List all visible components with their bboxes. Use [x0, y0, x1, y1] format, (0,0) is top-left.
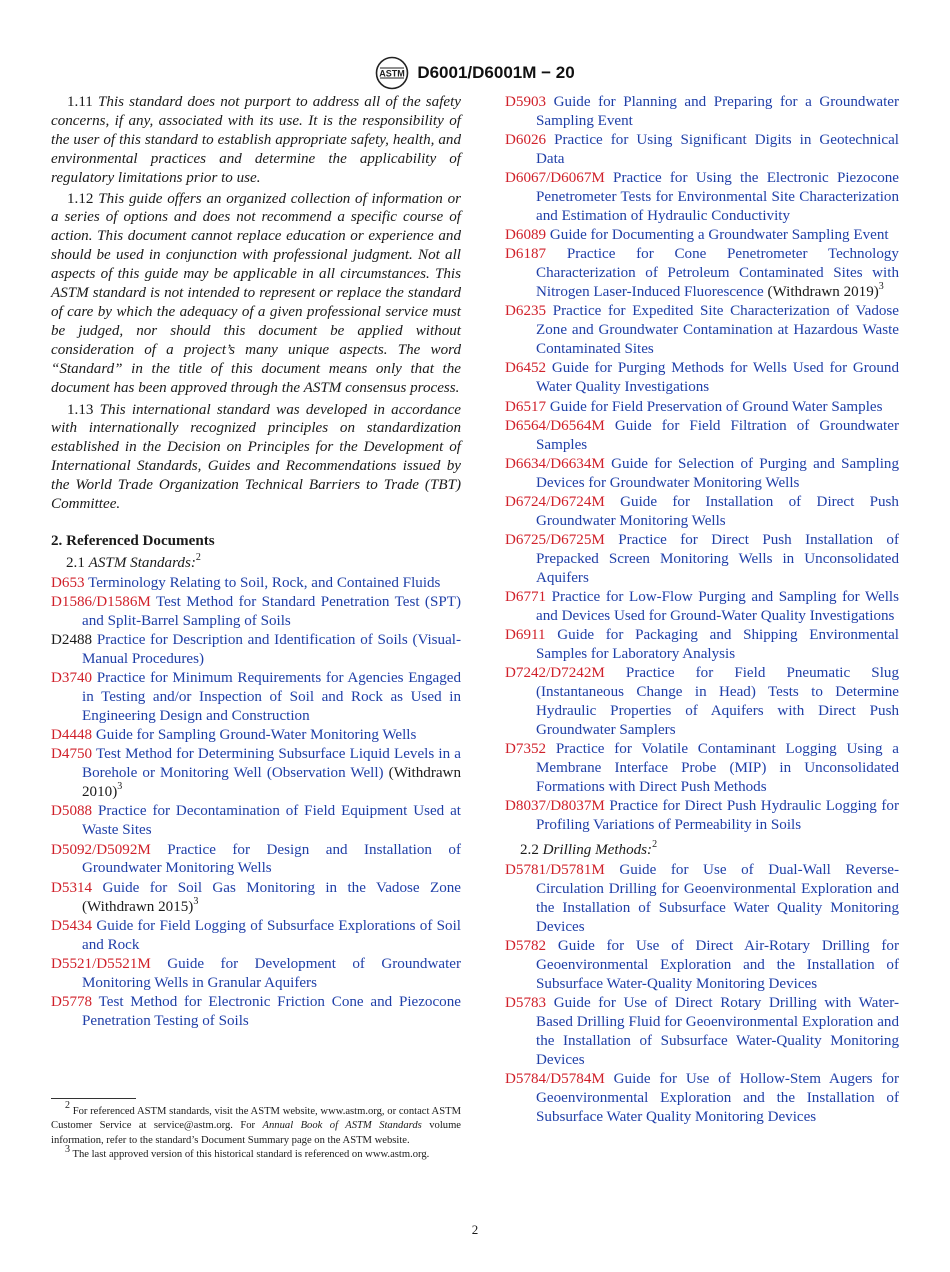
reference-item[interactable]: D6725/D6725M Practice for Direct Push Installation of Prepacked Screen Monitoring Wells in Unconsolidated Aquifers	[505, 532, 899, 586]
page-header	[0, 56, 950, 90]
reference-item[interactable]: D5314 Guide for Soil Gas Monitoring in the Vadose Zone (Withdrawn 2015)$^3$	[51, 879, 461, 915]
reference-item[interactable]: D5782 Guide for Use of Direct Air-Rotary Drilling for Geoenvironmental Exploration and the Installation of Subsurface Water-Quality Monitoring Devices	[505, 937, 899, 992]
reference-list-left	[51, 574, 461, 1031]
document-designation: D6001/D6001M − 20	[417, 63, 575, 82]
reference-list-drilling	[505, 861, 899, 1127]
reference-item[interactable]: D5092/D5092M Practice for Design and Installation of Groundwater Monitoring Wells	[51, 841, 461, 877]
reference-item[interactable]: D6452 Guide for Purging Methods for Wells Used for Ground Water Quality Investigations	[505, 360, 899, 396]
page-number: 2	[471, 1222, 479, 1237]
reference-item[interactable]: D5434 Guide for Field Logging of Subsurface Explorations of Soil and Rock	[51, 917, 461, 953]
reference-item[interactable]: D5088 Practice for Decontamination of Field Equipment Used at Waste Sites	[51, 803, 461, 839]
reference-item[interactable]: D653 Terminology Relating to Soil, Rock, and Contained Fluids	[51, 574, 441, 591]
reference-item[interactable]: D6026 Practice for Using Significant Digits in Geotechnical Data	[505, 132, 899, 168]
reference-item[interactable]: D6235 Practice for Expedited Site Characterization of Vadose Zone and Groundwater Contamination at Hazardous Waste Contaminated Sites	[505, 303, 899, 358]
paragraph-1-12: 1.12 This guide offers an organized collection of information or a series of options and does not recommend a specific course of action. This document cannot replace education or experience and should be used in conjunction with professional judgment. Not all aspects of this guide may be applicable in all circumstances. This ASTM standard is not intended to represent or replace the standard of care by which the adequacy of a given professional service must be judged, nor should this document be applied without consideration of a project’s many unique aspects. The word “Standard” in the title of this document means only that the document has been approved through the ASTM consensus process.	[51, 190, 461, 396]
logo-text: ASTM	[379, 68, 406, 79]
reference-item[interactable]: D6564/D6564M Guide for Field Filtration of Groundwater Samples	[505, 417, 899, 453]
footnote-2: $^2$ For referenced ASTM standards, visit the ASTM website, www.astm.org, or contact ASTM Customer Service at service@astm.org. For Annual Book of ASTM Standards volume information, refer to the standard’s Document Summary page on the ASTM website.	[51, 1100, 462, 1146]
reference-item[interactable]: D7352 Practice for Volatile Contaminant Logging Using a Membrane Interface Probe (MIP) in Unconsolidated Formations with Direct Push Methods	[505, 741, 899, 796]
footnotes	[51, 1100, 462, 1163]
reference-item[interactable]: D8037/D8037M Practice for Direct Push Hydraulic Logging for Profiling Variations of Permeability in Soils	[505, 798, 899, 834]
reference-item[interactable]: D2488 Practice for Description and Identification of Soils (Visual-Manual Procedures)	[51, 632, 461, 667]
reference-item[interactable]: D6634/D6634M Guide for Selection of Purging and Sampling Devices for Groundwater Monitoring Wells	[505, 455, 899, 491]
reference-item[interactable]: D6089 Guide for Documenting a Groundwater Sampling Event	[505, 227, 889, 244]
reference-item[interactable]: D6187 Practice for Cone Penetrometer Technology Characterization of Petroleum Contaminated Sites with Nitrogen Laser-Induced Fluorescence (Withdrawn 2019)$^3$	[505, 246, 899, 301]
reference-item[interactable]: D5783 Guide for Use of Direct Rotary Drilling with Water-Based Drilling Fluid for Geoenvironmental Exploration and the Installation of Subsurface Water-Quality Monitoring Devices	[505, 994, 899, 1068]
reference-item[interactable]: D5784/D5784M Guide for Use of Hollow-Stem Augers for Geoenvironmental Exploration and the Installation of Subsurface Water Quality Monitoring Devices	[505, 1070, 899, 1125]
astm-logo-icon	[375, 56, 409, 90]
reference-item[interactable]: D7242/D7242M Practice for Field Pneumatic Slug (Instantaneous Change in Head) Tests to Determine Hydraulic Properties of Aquifers with Direct Push Groundwater Samplers	[505, 665, 899, 739]
section-title-referenced-documents: 2. Referenced Documents	[51, 532, 215, 549]
subsection-2-1: 2.1 ASTM Standards:$^2$	[66, 551, 201, 571]
reference-item[interactable]: D4750 Test Method for Determining Subsurface Liquid Levels in a Borehole or Monitoring Well (Observation Well) (Withdrawn 2010)$^3$	[51, 746, 461, 801]
reference-item[interactable]: D6771 Practice for Low-Flow Purging and Sampling for Wells and Devices Used for Ground-Water Quality Investigations	[505, 589, 899, 625]
paragraph-1-11: 1.11 This standard does not purport to address all of the safety concerns, if any, associated with its use. It is the responsibility of the user of this standard to establish appropriate safety, health, and environmental practices and determine the applicability of regulatory limitations prior to use.	[51, 94, 461, 186]
reference-item[interactable]: D5778 Test Method for Electronic Friction Cone and Piezocone Penetration Testing of Soils	[51, 993, 461, 1029]
left-column	[51, 93, 461, 1031]
reference-list-right	[505, 93, 899, 835]
reference-item[interactable]: D5521/D5521M Guide for Development of Groundwater Monitoring Wells in Granular Aquifers	[51, 955, 461, 991]
reference-item[interactable]: D5903 Guide for Planning and Preparing for a Groundwater Sampling Event	[505, 94, 899, 129]
footnote-rule	[51, 1098, 136, 1099]
subsection-2-2: 2.2 Drilling Methods:$^2$	[520, 839, 658, 859]
reference-item[interactable]: D6911 Guide for Packaging and Shipping Environmental Samples for Laboratory Analysis	[505, 627, 899, 663]
right-column	[505, 93, 899, 1127]
reference-item[interactable]: D6517 Guide for Field Preservation of Ground Water Samples	[505, 398, 883, 415]
reference-item[interactable]: D4448 Guide for Sampling Ground-Water Monitoring Wells	[51, 727, 417, 744]
reference-item[interactable]: D5781/D5781M Guide for Use of Dual-Wall Reverse-Circulation Drilling for Geoenvironmental Exploration and the Installation of Subsurface Water Quality Monitoring Devices	[505, 862, 899, 935]
reference-item[interactable]: D1586/D1586M Test Method for Standard Penetration Test (SPT) and Split-Barrel Sampling of Soils	[51, 593, 461, 629]
reference-item[interactable]: D3740 Practice for Minimum Requirements for Agencies Engaged in Testing and/or Inspection of Soil and Rock as Used in Engineering Design and Construction	[51, 670, 461, 724]
reference-item[interactable]: D6067/D6067M Practice for Using the Electronic Piezocone Penetrometer Tests for Environmental Site Characterization and Estimation of Hydraulic Conductivity	[505, 170, 899, 225]
paragraph-1-13: 1.13 This international standard was developed in accordance with internationally recognized principles on standardization established in the Decision on Principles for the Development of International Standards, Guides and Recommendations issued by the World Trade Organization Technical Barriers to Trade (TBT) Committee.	[51, 401, 461, 513]
reference-item[interactable]: D6724/D6724M Guide for Installation of Direct Push Groundwater Monitoring Wells	[505, 494, 899, 529]
footnote-3: $^3$ The last approved version of this historical standard is referenced on www.astm.org.	[65, 1143, 430, 1161]
